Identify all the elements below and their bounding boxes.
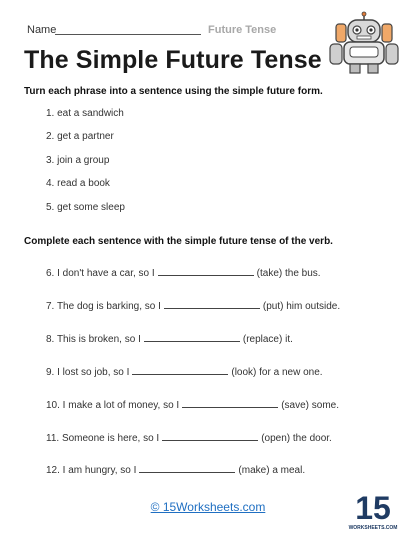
sentence-end: (look) for a new one. (231, 367, 323, 378)
phrase-item: 3. join a group (46, 155, 110, 166)
section2-instruction: Complete each sentence with the simple future tense of the verb. (24, 236, 333, 247)
sentence-end: (replace) it. (242, 334, 293, 345)
phrase-item: 4. read a book (46, 178, 110, 189)
phrase-item: 2. get a partner (46, 131, 114, 142)
robot-illustration (326, 12, 402, 74)
page-title: The Simple Future Tense (24, 46, 322, 74)
sentence-item (46, 463, 305, 476)
sentence-item (46, 431, 332, 444)
topic-label: Future Tense (208, 24, 277, 36)
answer-blank[interactable] (158, 266, 254, 276)
sentence-start: 6. I don't have a car, so I (46, 268, 155, 279)
answer-blank[interactable] (162, 431, 258, 441)
name-label: Name (27, 24, 57, 36)
sentence-end: (open) the door. (261, 433, 332, 444)
answer-blank[interactable] (164, 299, 260, 309)
logo-caption: WORKSHEETS.COM (348, 525, 398, 531)
15worksheets-logo (348, 488, 398, 532)
sentence-item (46, 365, 323, 378)
sentence-start: 10. I make a lot of money, so I (46, 400, 180, 411)
answer-blank[interactable] (139, 463, 235, 473)
sentence-end: (make) a meal. (238, 465, 306, 476)
answer-blank[interactable] (132, 365, 228, 375)
sentence-start: 12. I am hungry, so I (46, 465, 137, 476)
copyright-link[interactable]: © 15Worksheets.com (150, 500, 266, 514)
sentence-start: 11. Someone is here, so I (46, 433, 160, 444)
phrase-item: 5. get some sleep (46, 202, 125, 213)
name-blank-line[interactable] (55, 34, 201, 35)
sentence-item (46, 332, 293, 345)
sentence-end: (take) the bus. (256, 268, 321, 279)
answer-blank[interactable] (182, 398, 278, 408)
section1-instruction: Turn each phrase into a sentence using the simple future form. (24, 86, 323, 97)
sentence-item (46, 398, 339, 411)
answer-blank[interactable] (144, 332, 240, 342)
sentence-start: 7. The dog is barking, so I (46, 301, 161, 312)
phrase-item: 1. eat a sandwich (46, 108, 124, 119)
sentence-item (46, 299, 340, 312)
logo-number: 15 (355, 490, 391, 526)
sentence-end: (put) him outside. (262, 301, 341, 312)
sentence-start: 8. This is broken, so I (46, 334, 141, 345)
sentence-start: 9. I lost so job, so I (46, 367, 130, 378)
sentence-end: (save) some. (281, 400, 340, 411)
sentence-item (46, 266, 321, 279)
